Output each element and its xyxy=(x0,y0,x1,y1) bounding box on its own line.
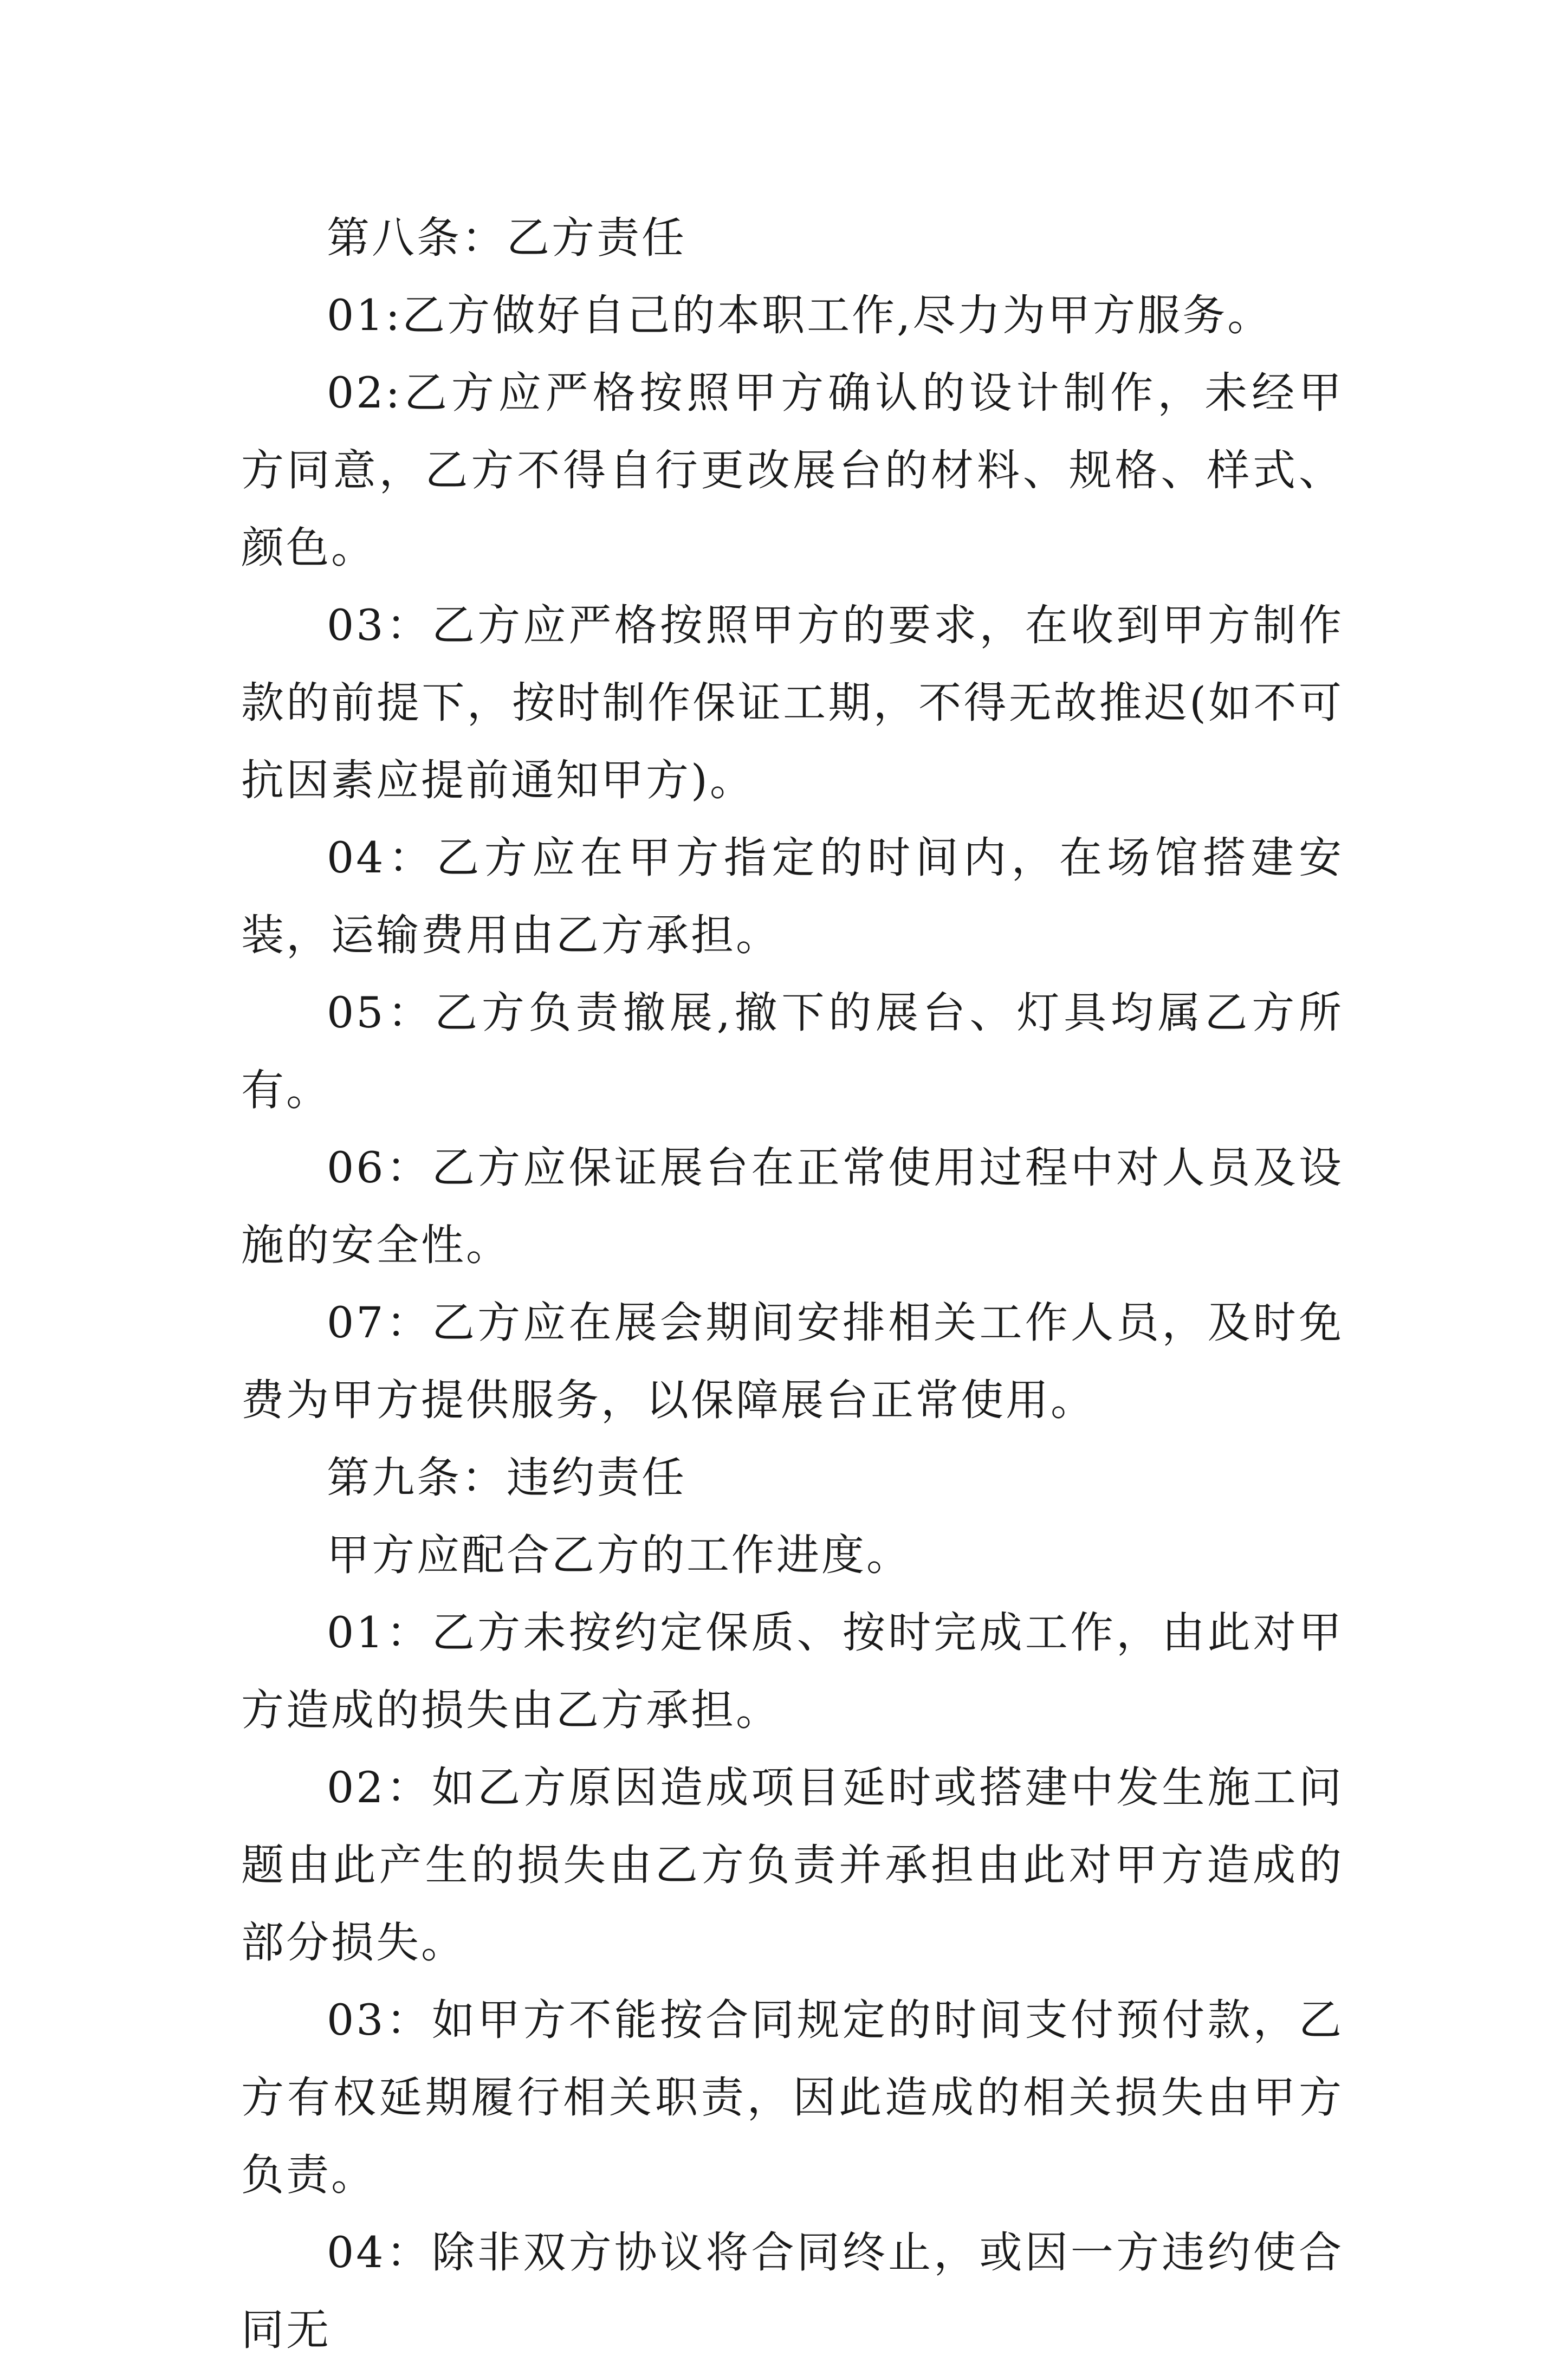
clause-paragraph: 02:乙方应严格按照甲方确认的设计制作，未经甲方同意，乙方不得自行更改展台的材料、规格、样式、颜色。 xyxy=(241,368,1344,573)
clause-paragraph: 04：除非双方协议将合同终止，或因一方违约使合同无 xyxy=(241,2228,1344,2355)
clause-paragraph: 07：乙方应在展会期间安排相关工作人员，及时免费为甲方提供服务，以保障展台正常使用。 xyxy=(241,1298,1344,1425)
document-body xyxy=(241,199,1344,2369)
clause-paragraph: 04：乙方应在甲方指定的时间内，在场馆搭建安装，运输费用由乙方承担。 xyxy=(241,833,1344,960)
clause-paragraph: 甲方应配合乙方的工作进度。 xyxy=(327,1530,911,1580)
clause-paragraph: 03：乙方应严格按照甲方的要求，在收到甲方制作款的前提下，按时制作保证工期，不得无故推迟(如不可抗因素应提前通知甲方)。 xyxy=(241,600,1344,805)
clause-paragraph: 06：乙方应保证展台在正常使用过程中对人员及设施的安全性。 xyxy=(241,1143,1344,1270)
clause-paragraph: 05：乙方负责撤展,撤下的展台、灯具均属乙方所有。 xyxy=(241,988,1344,1115)
clause-paragraph: 01:乙方做好自己的本职工作,尽力为甲方服务。 xyxy=(327,290,1273,340)
clause-paragraph: 02：如乙方原因造成项目延时或搭建中发生施工问题由此产生的损失由乙方负责并承担由此对甲方造成的部分损失。 xyxy=(241,1763,1344,1967)
clause-paragraph: 03：如甲方不能按合同规定的时间支付预付款，乙方有权延期履行相关职责，因此造成的相关损失由甲方负责。 xyxy=(241,1995,1344,2200)
section-heading-article-9: 第九条：违约责任 xyxy=(327,1453,686,1503)
section-heading-article-8: 第八条：乙方责任 xyxy=(327,213,686,263)
clause-paragraph: 01：乙方未按约定保质、按时完成工作，由此对甲方造成的损失由乙方承担。 xyxy=(241,1608,1344,1735)
